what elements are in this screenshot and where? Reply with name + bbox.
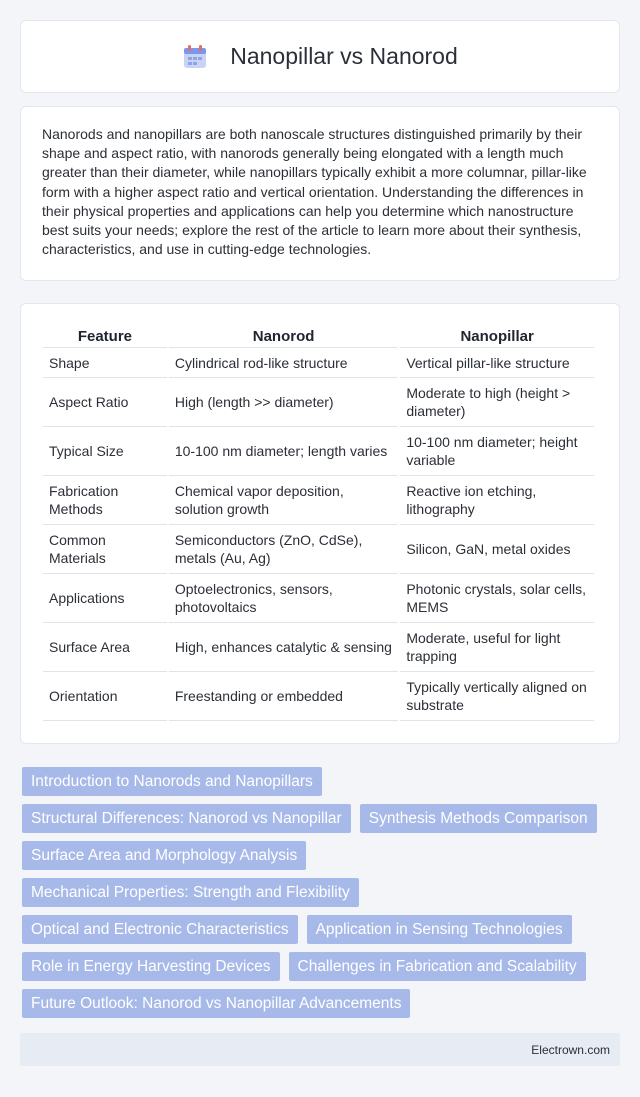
page-title: Nanopillar vs Nanorod xyxy=(230,43,458,69)
nanorod-cell: Freestanding or embedded xyxy=(169,672,398,721)
table-row xyxy=(43,427,594,476)
table-header-row xyxy=(43,324,594,348)
nanopillar-cell: 10-100 nm diameter; height variable xyxy=(400,427,594,476)
topic-tag[interactable]: Role in Energy Harvesting Devices xyxy=(22,952,280,981)
nanopillar-cell: Vertical pillar-like structure xyxy=(400,348,594,378)
table-row xyxy=(43,672,594,721)
topic-tag[interactable]: Introduction to Nanorods and Nanopillars xyxy=(22,767,322,796)
feature-cell: Common Materials xyxy=(43,525,167,574)
nanorod-cell: Optoelectronics, sensors, photovoltaics xyxy=(169,574,398,623)
topic-tag[interactable]: Surface Area and Morphology Analysis xyxy=(22,841,306,870)
table-row xyxy=(43,348,594,378)
header-nanopillar: Nanopillar xyxy=(400,324,594,348)
topic-tag[interactable]: Mechanical Properties: Strength and Flexibility xyxy=(22,878,359,907)
topic-tag[interactable]: Future Outlook: Nanorod vs Nanopillar Advancements xyxy=(22,989,410,1018)
nanorod-cell: High, enhances catalytic & sensing xyxy=(169,623,398,672)
feature-cell: Orientation xyxy=(43,672,167,721)
topic-tags xyxy=(22,767,622,1026)
topic-tag[interactable]: Challenges in Fabrication and Scalability xyxy=(289,952,586,981)
intro-card xyxy=(20,106,620,281)
topic-tag[interactable]: Optical and Electronic Characteristics xyxy=(22,915,298,944)
feature-cell: Fabrication Methods xyxy=(43,476,167,525)
feature-cell: Typical Size xyxy=(43,427,167,476)
nanopillar-cell: Moderate, useful for light trapping xyxy=(400,623,594,672)
nanopillar-cell: Photonic crystals, solar cells, MEMS xyxy=(400,574,594,623)
nanorod-cell: Semiconductors (ZnO, CdSe), metals (Au, Ag) xyxy=(169,525,398,574)
intro-paragraph: Nanorods and nanopillars are both nanoscale structures distinguished primarily by their shape and aspect ratio, with nanorods generally being elongated with a length much greater than their diameter, while nanopillars typically exhibit a more columnar, pillar-like form with a higher aspect ratio and vertical orientation. Understanding the differences in their physical properties and applications can help you determine which nanostructure best suits your needs; explore the rest of the article to learn more about their synthesis, characteristics, and use in cutting-edge technologies. xyxy=(42,126,587,258)
nanopillar-cell: Typically vertically aligned on substrate xyxy=(400,672,594,721)
topic-tag[interactable]: Structural Differences: Nanorod vs Nanopillar xyxy=(22,804,351,833)
table-row xyxy=(43,525,594,574)
footer xyxy=(20,1033,620,1066)
comparison-table xyxy=(41,324,596,721)
feature-cell: Applications xyxy=(43,574,167,623)
nanopillar-cell: Moderate to high (height > diameter) xyxy=(400,378,594,427)
nanopillar-cell: Reactive ion etching, lithography xyxy=(400,476,594,525)
topic-tag[interactable]: Application in Sensing Technologies xyxy=(307,915,572,944)
table-row xyxy=(43,476,594,525)
nanorod-cell: Cylindrical rod-like structure xyxy=(169,348,398,378)
header-feature: Feature xyxy=(43,324,167,348)
table-row xyxy=(43,623,594,672)
nanorod-cell: 10-100 nm diameter; length varies xyxy=(169,427,398,476)
table-row xyxy=(43,574,594,623)
feature-cell: Surface Area xyxy=(43,623,167,672)
comparison-table-card xyxy=(20,303,620,744)
nanorod-cell: High (length >> diameter) xyxy=(169,378,398,427)
nanopillar-cell: Silicon, GaN, metal oxides xyxy=(400,525,594,574)
title-card xyxy=(20,20,620,93)
table-row xyxy=(43,378,594,427)
footer-source[interactable]: Electrown.com xyxy=(531,1042,610,1057)
feature-cell: Shape xyxy=(43,348,167,378)
feature-cell: Aspect Ratio xyxy=(43,378,167,427)
calendar-icon xyxy=(182,44,208,70)
nanorod-cell: Chemical vapor deposition, solution growth xyxy=(169,476,398,525)
header-nanorod: Nanorod xyxy=(169,324,398,348)
topic-tag[interactable]: Synthesis Methods Comparison xyxy=(360,804,597,833)
